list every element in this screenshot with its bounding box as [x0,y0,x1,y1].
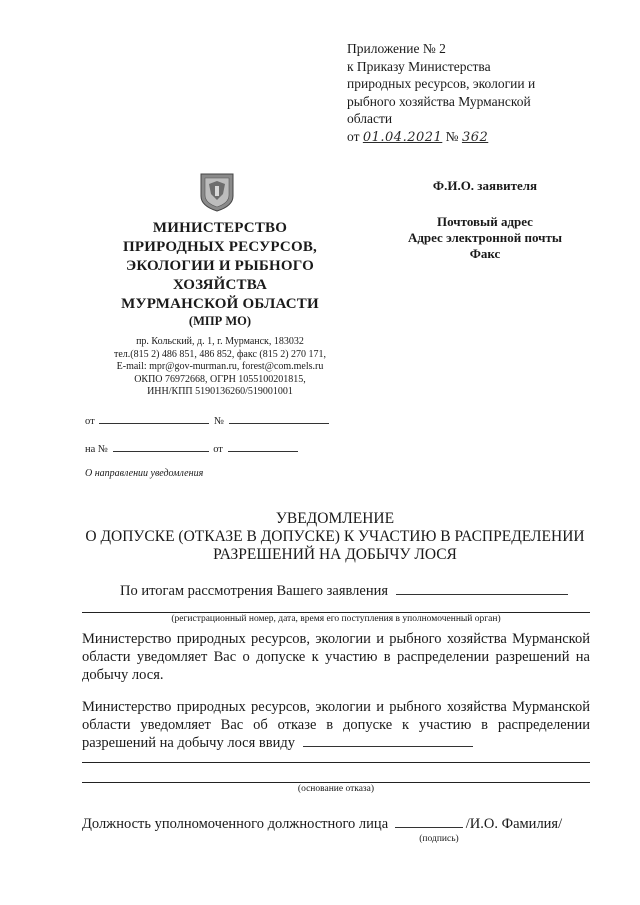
registration-caption: (регистрационный номер, дата, время его поступления в уполномоченный орган) [171,614,501,624]
signature-label: Должность уполномоченного должностного лица [82,816,389,832]
appendix-line: природных ресурсов, экологии и [347,76,536,91]
reference-from-label: от [213,444,223,455]
contact-line: пр. Кольский, д. 1, г. Мурманск, 183032 [136,336,304,347]
order-date-prefix: от [347,128,360,144]
notice-title [40,510,630,564]
ministry-name-line: ПРИРОДНЫХ РЕСУРСОВ, [122,239,317,255]
title-line: РАЗРЕШЕНИЙ НА ДОБЫЧУ ЛОСЯ [213,546,457,563]
order-number-value: 362 [461,129,489,145]
signature-name: /И.О. Фамилия/ [465,816,563,832]
refusal-text: Министерство природных ресурсов, экологии и рыбного хозяйства Мурманской области уведомляет Вас об отказе в допуске к участию в распределении разрешений на добычу лося ввиду [82,699,590,751]
refusal-reason-field[interactable] [303,746,473,747]
ministry-name-line: ХОЗЯЙСТВА [172,277,268,293]
signature-field[interactable] [395,827,463,828]
reference-date-field[interactable] [228,451,298,452]
reason-line-2[interactable] [82,782,590,783]
registration-line[interactable] [82,612,590,613]
contact-line: E-mail: mpr@gov-murman.ru, forest@com.mels.ru [116,361,324,372]
title-line: О ДОПУСКЕ (ОТКАЗЕ В ДОПУСКЕ) К УЧАСТИЮ В РАСПРЕДЕЛЕНИИ [85,528,585,545]
intro-row [120,583,590,600]
subject-line: О направлении уведомления [85,468,204,479]
appendix-line: рыбного хозяйства Мурманской [347,93,531,109]
ministry-abbreviation: (МПР МО) [188,314,252,328]
contact-line: ОКПО 76972668, ОГРН 1055100201815, [134,373,306,385]
appendix-line: Приложение № 2 [347,41,446,56]
intro-text: По итогам рассмотрения Вашего заявления [120,583,389,599]
reference-no-label: на № [85,444,108,455]
outgoing-date-field[interactable] [99,423,209,424]
application-field[interactable] [396,594,568,595]
reason-caption: (основание отказа) [297,784,375,794]
reference-number-field[interactable] [113,451,209,452]
title-line: УВЕДОМЛЕНИЕ [275,510,395,527]
outgoing-number-row [85,416,329,427]
ministry-name-line: МИНИСТЕРСТВО [152,220,288,236]
coat-of-arms-emblem [197,172,237,212]
appendix-block [347,40,617,146]
outgoing-no-label: № [213,416,224,427]
admission-paragraph: Министерство природных ресурсов, экологии и рыбного хозяйства Мурманской области уведомляет Вас о допуске к участию в распределении разрешений на добычу лося. [82,631,590,683]
order-date-number [347,128,617,147]
ministry-contacts [75,336,365,399]
ministry-name-line: МУРМАНСКОЙ ОБЛАСТИ [121,296,319,312]
appendix-line: к Приказу Министерства [347,58,491,74]
order-number-prefix: № [445,128,459,144]
signature-caption: (подпись) [419,834,459,844]
appendix-line: области [347,111,393,126]
outgoing-number-field[interactable] [229,423,329,424]
applicant-fax-label: Факс [469,246,501,261]
applicant-postal-label: Почтовый адрес [437,214,533,229]
reason-line-1[interactable] [82,762,590,763]
ministry-name [95,219,345,314]
applicant-name-label: Ф.И.О. заявителя [432,178,538,193]
applicant-email-label: Адрес электронной почты [407,230,563,245]
signature-row [82,816,592,833]
ministry-name-line: ЭКОЛОГИИ И РЫБНОГО [125,258,315,274]
refusal-paragraph [82,698,590,752]
order-date-value: 01.04.2021 [362,129,443,145]
contact-line: тел.(815 2) 486 851, 486 852, факс (815 2) 270 171, [113,348,327,360]
outgoing-from-label: от [85,416,95,427]
contact-line: ИНН/КПП 5190136260/519001001 [147,386,293,397]
reference-number-row [85,444,298,455]
